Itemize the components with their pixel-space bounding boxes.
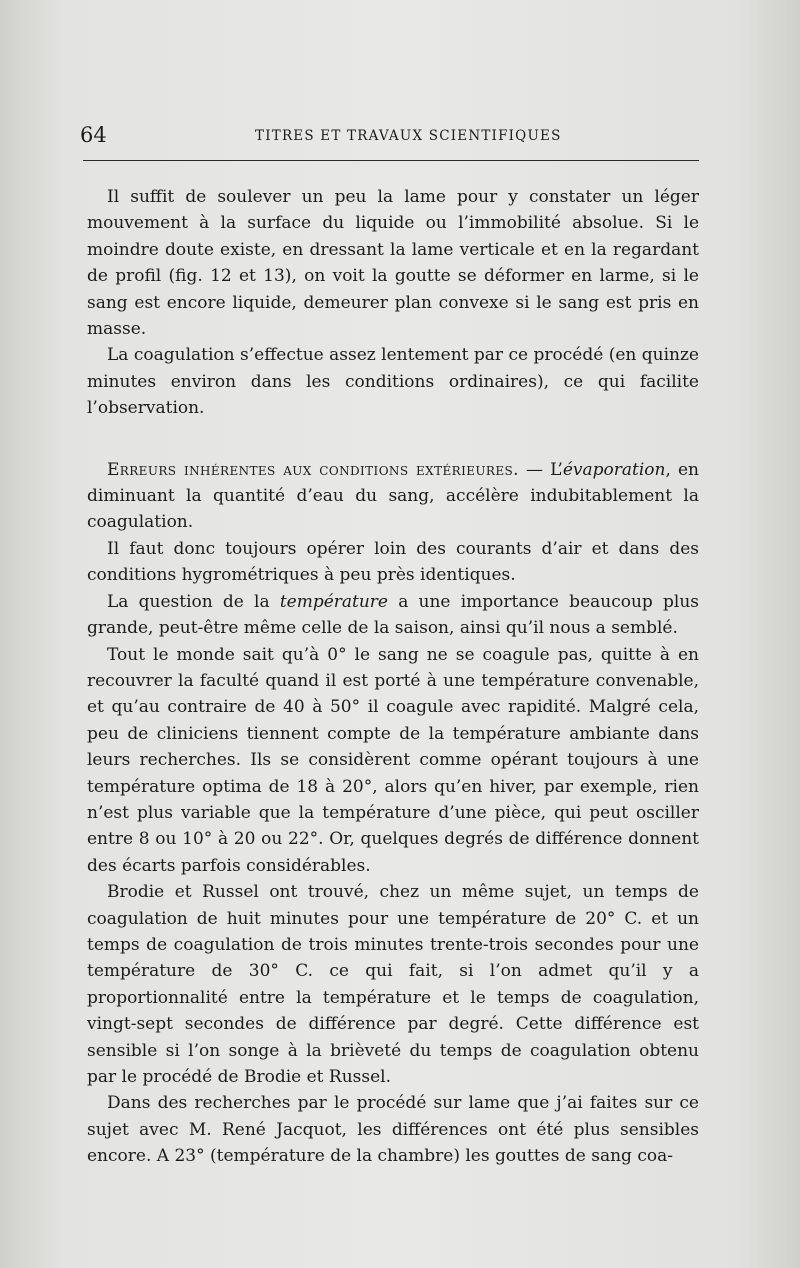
paragraph-5-emphasis: température: [279, 591, 388, 612]
paragraph-3: [87, 457, 699, 536]
paragraph-5: [87, 589, 699, 642]
paragraph-3-dash: — L’: [518, 459, 563, 480]
paragraph-4: Il faut donc toujours opérer loin des courants d’air et dans des conditions hygrométriques à peu près identiques.: [87, 538, 699, 586]
paragraph-8: Dans des recherches par le procédé sur lame que j’ai faites sur ce sujet avec M. René Jacquot, les différences ont été plus sensibles encore. A 23° (température de la chambre) les gouttes de sang coa-: [87, 1093, 699, 1167]
paragraph-6: Tout le monde sait qu’à 0° le sang ne se coagule pas, quitte à en recouvrer la faculté quand il est porté à une température convenable, et qu’au contraire de 40 à 50° il coagule avec rapidité. Malgré cela, peu de cliniciens tiennent compte de la température ambiante dans leurs recherches. Ils se considèrent comme opérant toujours à une température optima de 18 à 20°, alors qu’en hiver, par exemple, rien n’est plus variable que la température d’une pièce, qui peut osciller entre 8 ou 10° à 20 ou 22°. Or, quelques degrés de différence donnent des écarts parfois considérables.: [87, 644, 699, 876]
running-title: TITRES ET TRAVAUX SCIENTIFIQUES: [255, 128, 562, 144]
paragraph-1: Il suffit de soulever un peu la lame pour y constater un léger mouvement à la surface du liquide ou l’immobilité absolue. Si le moindre doute existe, en dressant la lame verticale et en la regardant de profil (fig. 12 et 13), on voit la goutte se déformer en larme, si le sang est encore liquide, demeurer plan convexe si le sang est pris en masse.: [87, 187, 699, 340]
body-text: [87, 184, 699, 1170]
paragraph-5-start: La question de la: [107, 591, 280, 612]
paragraph-3-text: , en diminuant la quantité d’eau du sang, accélère indubitablement la coagulation.: [87, 459, 699, 533]
page-number: 64: [80, 123, 107, 147]
paragraph-7: Brodie et Russel ont trouvé, chez un même sujet, un temps de coagulation de huit minutes pour une température de 20° C. et un temps de coagulation de trois minutes trente-trois secondes pour une température de 30° C. ce qui fait, si l’on admet qu’il y a proportionnalité entre la température et le temps de coagulation, vingt-sept secondes de différence par degré. Cette différence est sensible si l’on songe à la brièveté du temps de coagulation obtenu par le procédé de Brodie et Russel.: [87, 882, 699, 1087]
paragraph-2: La coagulation s’effectue assez lentement par ce procédé (en quinze minutes environ dans les conditions ordinaires), ce qui facilite l’observation.: [87, 345, 699, 419]
section-heading: Erreurs inhérentes aux conditions extérieures.: [107, 459, 519, 480]
paragraph-3-emphasis: évaporation: [562, 459, 666, 480]
header-rule: [83, 160, 699, 161]
paragraph-5-end: a une importance beaucoup plus grande, peut-être même celle de la saison, ainsi qu’il nous a semblé.: [87, 591, 699, 639]
page-header: [80, 122, 700, 148]
